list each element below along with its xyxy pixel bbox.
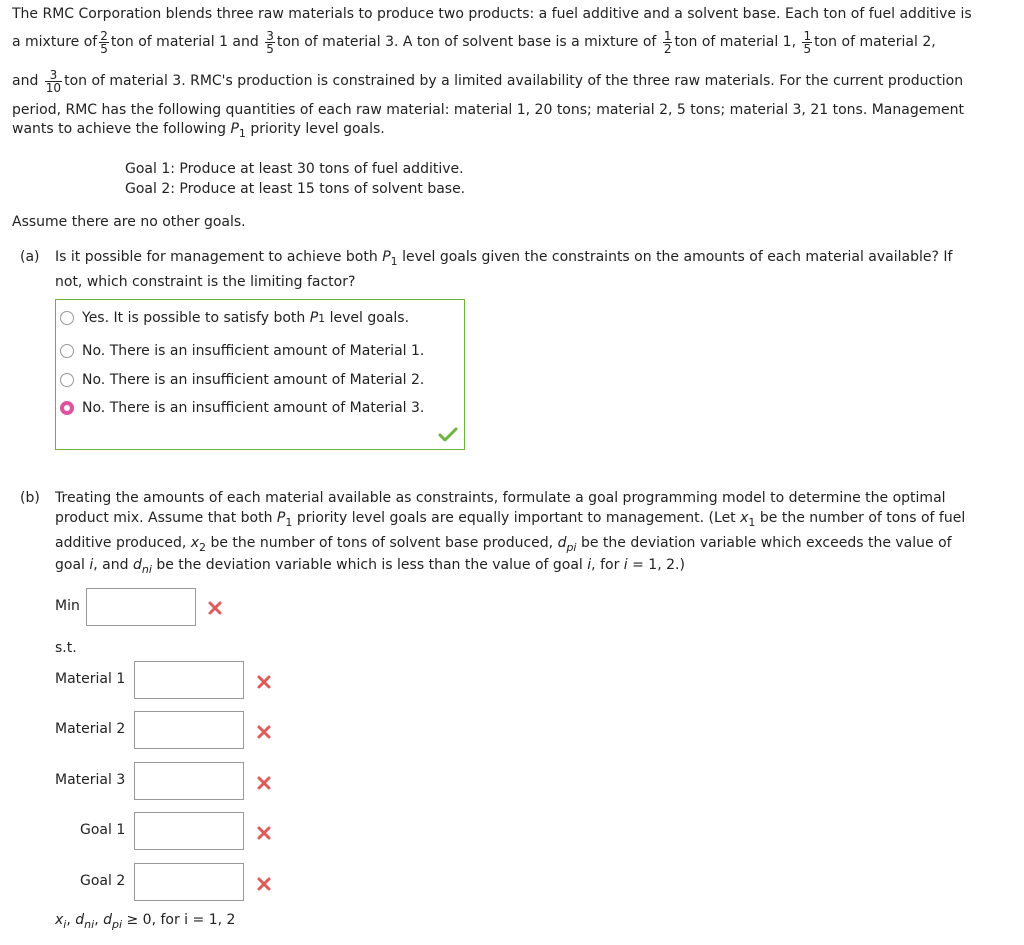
material-2-input[interactable]	[134, 711, 244, 749]
fraction: $\frac{3}{10}$	[45, 67, 62, 95]
part-b-line-1: Treating the amounts of each material available as constraints, formulate a goal programming model to determine the optimal	[55, 490, 946, 506]
problem-line-2: a mixture of $\frac{2}{5}$ ton of material 1 and $\frac{3}{5}$ ton of material 3. A ton of solvent base is a mixture of $\frac{1}{2}$ ton of material 1, $\frac{1}{5}$ ton of material 2,	[12, 28, 936, 56]
option-material-3[interactable]: No. There is an insufficient amount of Material 3.	[60, 398, 424, 418]
goal-1-label: Goal 1	[80, 822, 126, 838]
nonnegativity-constraint: $x_i$, $d_{ni}$, $d_{pi} \ge 0$, for i = 1, 2	[55, 912, 236, 931]
cross-icon	[256, 876, 272, 892]
no-other-goals: Assume there are no other goals.	[12, 214, 246, 230]
radio-button[interactable]	[60, 344, 74, 358]
problem-line-3: and $\frac{3}{10}$ ton of material 3. RMC's production is constrained by a limited availability of the three raw materials. For the current production	[12, 67, 964, 95]
option-material-2[interactable]: No. There is an insufficient amount of Material 2.	[60, 370, 424, 390]
problem-line-1: The RMC Corporation blends three raw materials to produce two products: a fuel additive and a solvent base. Each ton of fuel additive is	[12, 6, 972, 22]
option-material-1[interactable]: No. There is an insufficient amount of Material 1.	[60, 341, 424, 361]
part-b-line-4: goal i, and $d_{ni}$ be the deviation variable which is less than the value of goal i, for i = 1, 2.)	[55, 557, 685, 576]
fraction: $\frac{2}{5}$	[100, 28, 108, 56]
cross-icon	[256, 674, 272, 690]
problem-line-5: wants to achieve the following $P_1$ priority level goals.	[12, 121, 385, 140]
min-label: Min	[55, 598, 80, 614]
fraction: $\frac{3}{5}$	[266, 28, 274, 56]
goal-2-label: Goal 2	[80, 873, 126, 889]
goal-2-text: Goal 2: Produce at least 15 tons of solvent base.	[125, 181, 466, 197]
material-3-input[interactable]	[134, 762, 244, 800]
option-yes[interactable]: Yes. It is possible to satisfy both P 1 level goals.	[60, 308, 409, 328]
cross-icon	[207, 600, 223, 616]
goal-1-text: Goal 1: Produce at least 30 tons of fuel additive.	[125, 161, 464, 177]
st-label: s.t.	[55, 640, 77, 656]
radio-button[interactable]	[60, 373, 74, 387]
part-b-line-3: additive produced, $x_2$ be the number of tons of solvent base produced, $d_{pi}$ be the deviation variable which exceeds the value of	[55, 535, 952, 554]
cross-icon	[256, 724, 272, 740]
answer-options	[55, 299, 465, 450]
part-a-question-line-2: not, which constraint is the limiting factor?	[55, 274, 356, 290]
material-3-label: Material 3	[55, 772, 126, 788]
part-b-label: (b)	[20, 490, 40, 506]
problem-line-4: period, RMC has the following quantities of each raw material: material 1, 20 tons; material 2, 5 tons; material 3, 21 tons. Management	[12, 102, 964, 118]
part-b-line-2: product mix. Assume that both $P_1$ priority level goals are equally important to management. (Let $x_1$ be the number of tons of fuel	[55, 510, 966, 529]
goal-1-input[interactable]	[134, 812, 244, 850]
material-1-label: Material 1	[55, 671, 126, 687]
cross-icon	[256, 825, 272, 841]
part-a-question-line-1: Is it possible for management to achieve both $P_1$ level goals given the constraints on the amounts of each material available? If	[55, 249, 953, 268]
radio-button[interactable]	[60, 311, 74, 325]
objective-input[interactable]	[86, 588, 196, 626]
material-1-input[interactable]	[134, 661, 244, 699]
part-a-label: (a)	[20, 249, 40, 265]
cross-icon	[256, 775, 272, 791]
material-2-label: Material 2	[55, 721, 126, 737]
radio-button-selected[interactable]	[60, 401, 74, 415]
fraction: $\frac{1}{2}$	[663, 28, 672, 56]
goal-2-input[interactable]	[134, 863, 244, 901]
checkmark-icon	[438, 427, 458, 443]
fraction: $\frac{1}{5}$	[803, 28, 812, 56]
